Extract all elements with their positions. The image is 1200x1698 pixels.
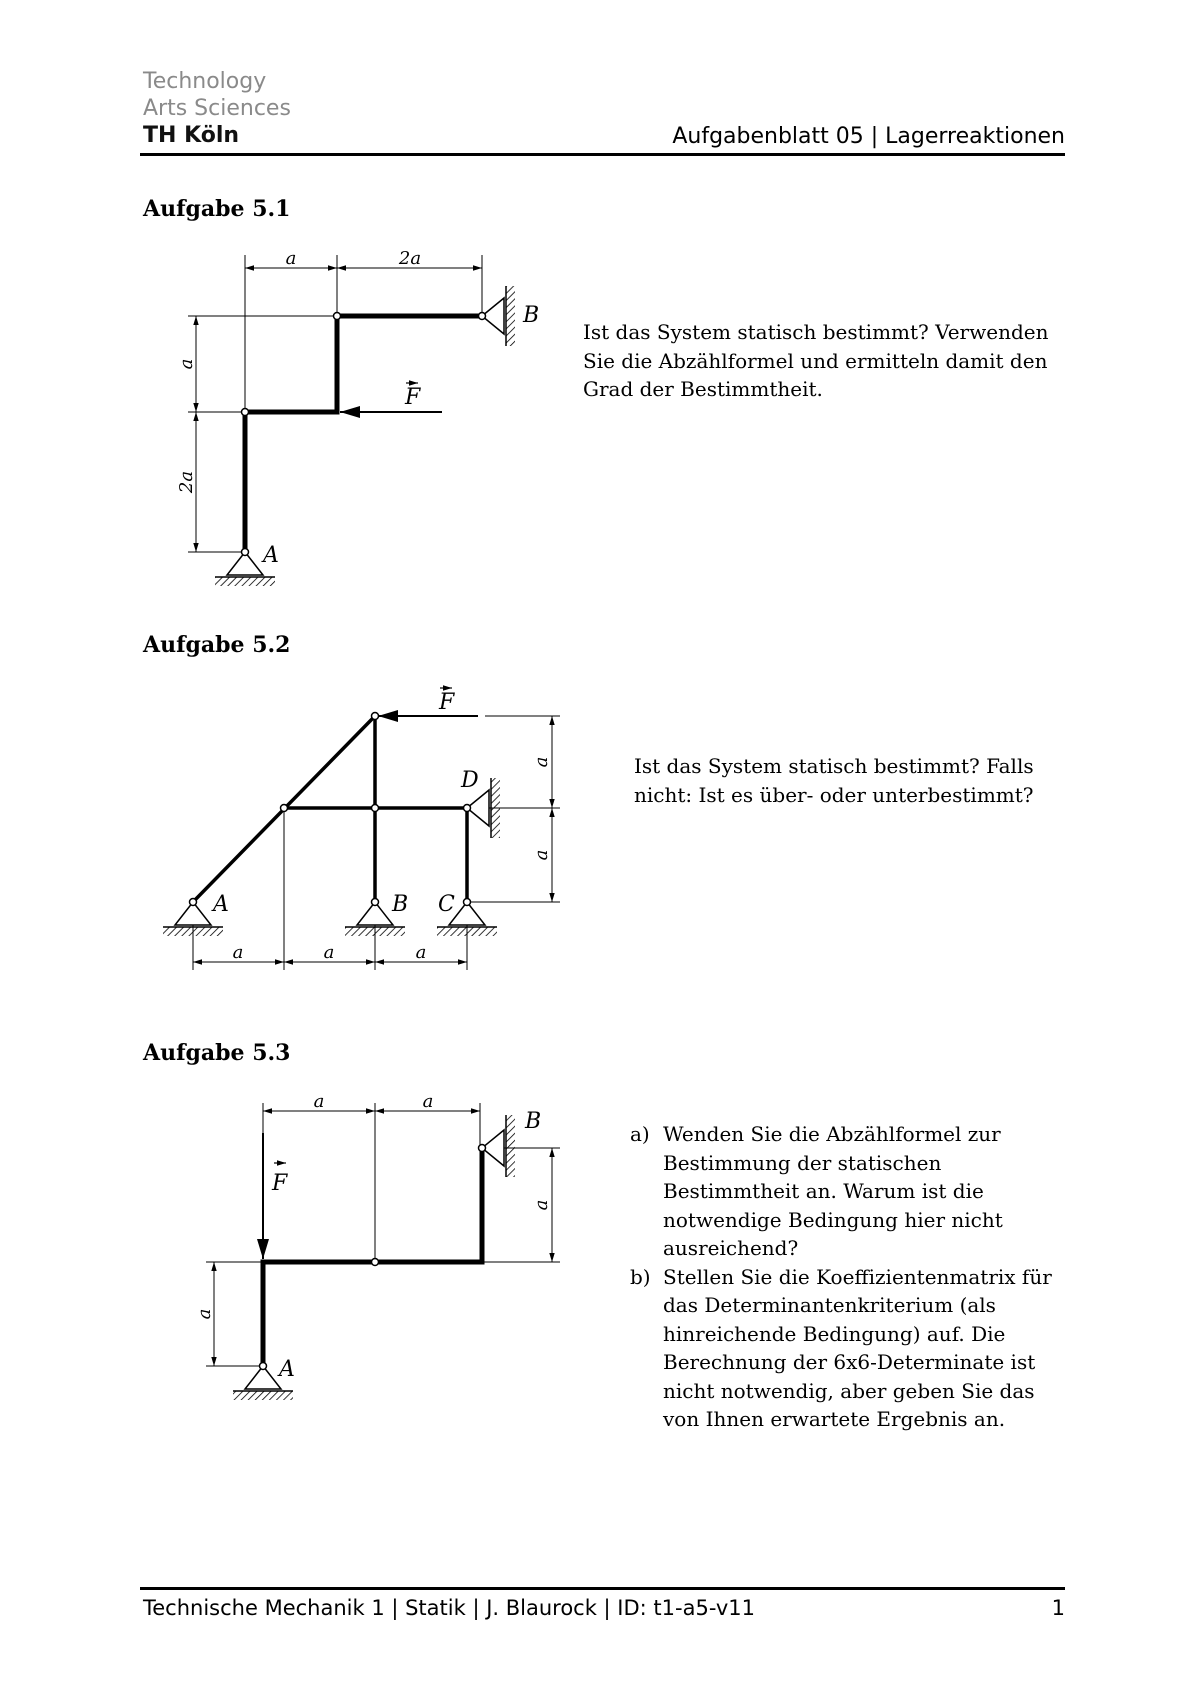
- logo-line-th-koeln: TH Köln: [143, 123, 240, 148]
- footer-text: Technische Mechanik 1 | Statik | J. Blaurock | ID: t1-a5-v11: [143, 1596, 755, 1620]
- figure-5-1: [176, 248, 539, 586]
- task-5-3-title: Aufgabe 5.3: [143, 1040, 291, 1066]
- task-5-1-text: Ist das System statisch bestimmt? Verwenden Sie die Abzählformel und ermitteln damit den Grad der Bestimmtheit.: [583, 320, 1049, 401]
- dim-right-a2: a: [531, 849, 552, 861]
- task-5-2-title: Aufgabe 5.2: [143, 632, 291, 658]
- hinge-joint: [334, 313, 341, 320]
- dim-bottom-a3: a: [415, 942, 427, 963]
- dim-top-a2: a: [422, 1091, 434, 1112]
- frame-member: [245, 316, 482, 552]
- label-b: B: [392, 892, 409, 917]
- frame-member: [263, 1148, 482, 1366]
- dim-left-a: a: [194, 1308, 215, 1320]
- label-f: F: [439, 690, 455, 715]
- dim-top-a: a: [285, 248, 297, 269]
- logo-line-arts-sciences: Arts Sciences: [143, 96, 291, 121]
- hinge-joint: [372, 713, 379, 720]
- task-5-2-text: Ist das System statisch bestimmt? Falls nicht: Ist es über- oder unterbestimmt?: [634, 754, 1034, 807]
- dim-bottom-a1: a: [232, 942, 244, 963]
- task-5-1-title: Aufgabe 5.1: [143, 196, 291, 222]
- item-marker: b): [630, 1264, 651, 1289]
- label-f: F: [405, 385, 421, 410]
- hinge-joint: [242, 409, 249, 416]
- label-a: A: [263, 543, 279, 568]
- label-b: B: [525, 1109, 542, 1134]
- dim-left-a: a: [176, 358, 197, 370]
- page-number: 1: [1051, 1596, 1065, 1620]
- support-b: [479, 286, 516, 346]
- item-marker: a): [630, 1122, 650, 1146]
- item-text: Stellen Sie die Koeffizientenmatrix für das Determinantenkriterium (als hinreichende Bedingung) auf. Die Berechnung der 6x6-Determinate ist nicht notwendig, aber geben Sie das von Ihnen erwartete Ergebnis an.: [663, 1264, 1052, 1431]
- dim-left-2a: 2a: [176, 470, 197, 494]
- hinge-joint: [372, 805, 379, 812]
- hinge-joint: [372, 1259, 379, 1266]
- label-d: D: [461, 768, 479, 793]
- figure-5-3: [194, 1091, 560, 1400]
- label-b: B: [523, 303, 540, 328]
- dim-top-2a: 2a: [398, 248, 422, 269]
- label-c: C: [438, 892, 455, 917]
- dim-bottom-a2: a: [323, 942, 335, 963]
- label-f: F: [272, 1171, 288, 1196]
- label-a: A: [279, 1357, 295, 1382]
- dim-top-a1: a: [313, 1091, 325, 1112]
- figure-5-2: [163, 688, 560, 970]
- label-a: A: [213, 892, 229, 917]
- dim-right-a: a: [531, 1199, 552, 1211]
- dim-right-a1: a: [531, 756, 552, 768]
- item-text: Wenden Sie die Abzählformel zur Bestimmung der statischen Bestimmtheit an. Warum ist die notwendige Bedingung hier nicht ausreichend?: [663, 1122, 1003, 1260]
- sheet-title: Aufgabenblatt 05 | Lagerreaktionen: [672, 124, 1065, 149]
- logo-line-technology: Technology: [143, 69, 267, 94]
- footer-rule: [140, 1587, 1065, 1590]
- hinge-joint: [281, 805, 288, 812]
